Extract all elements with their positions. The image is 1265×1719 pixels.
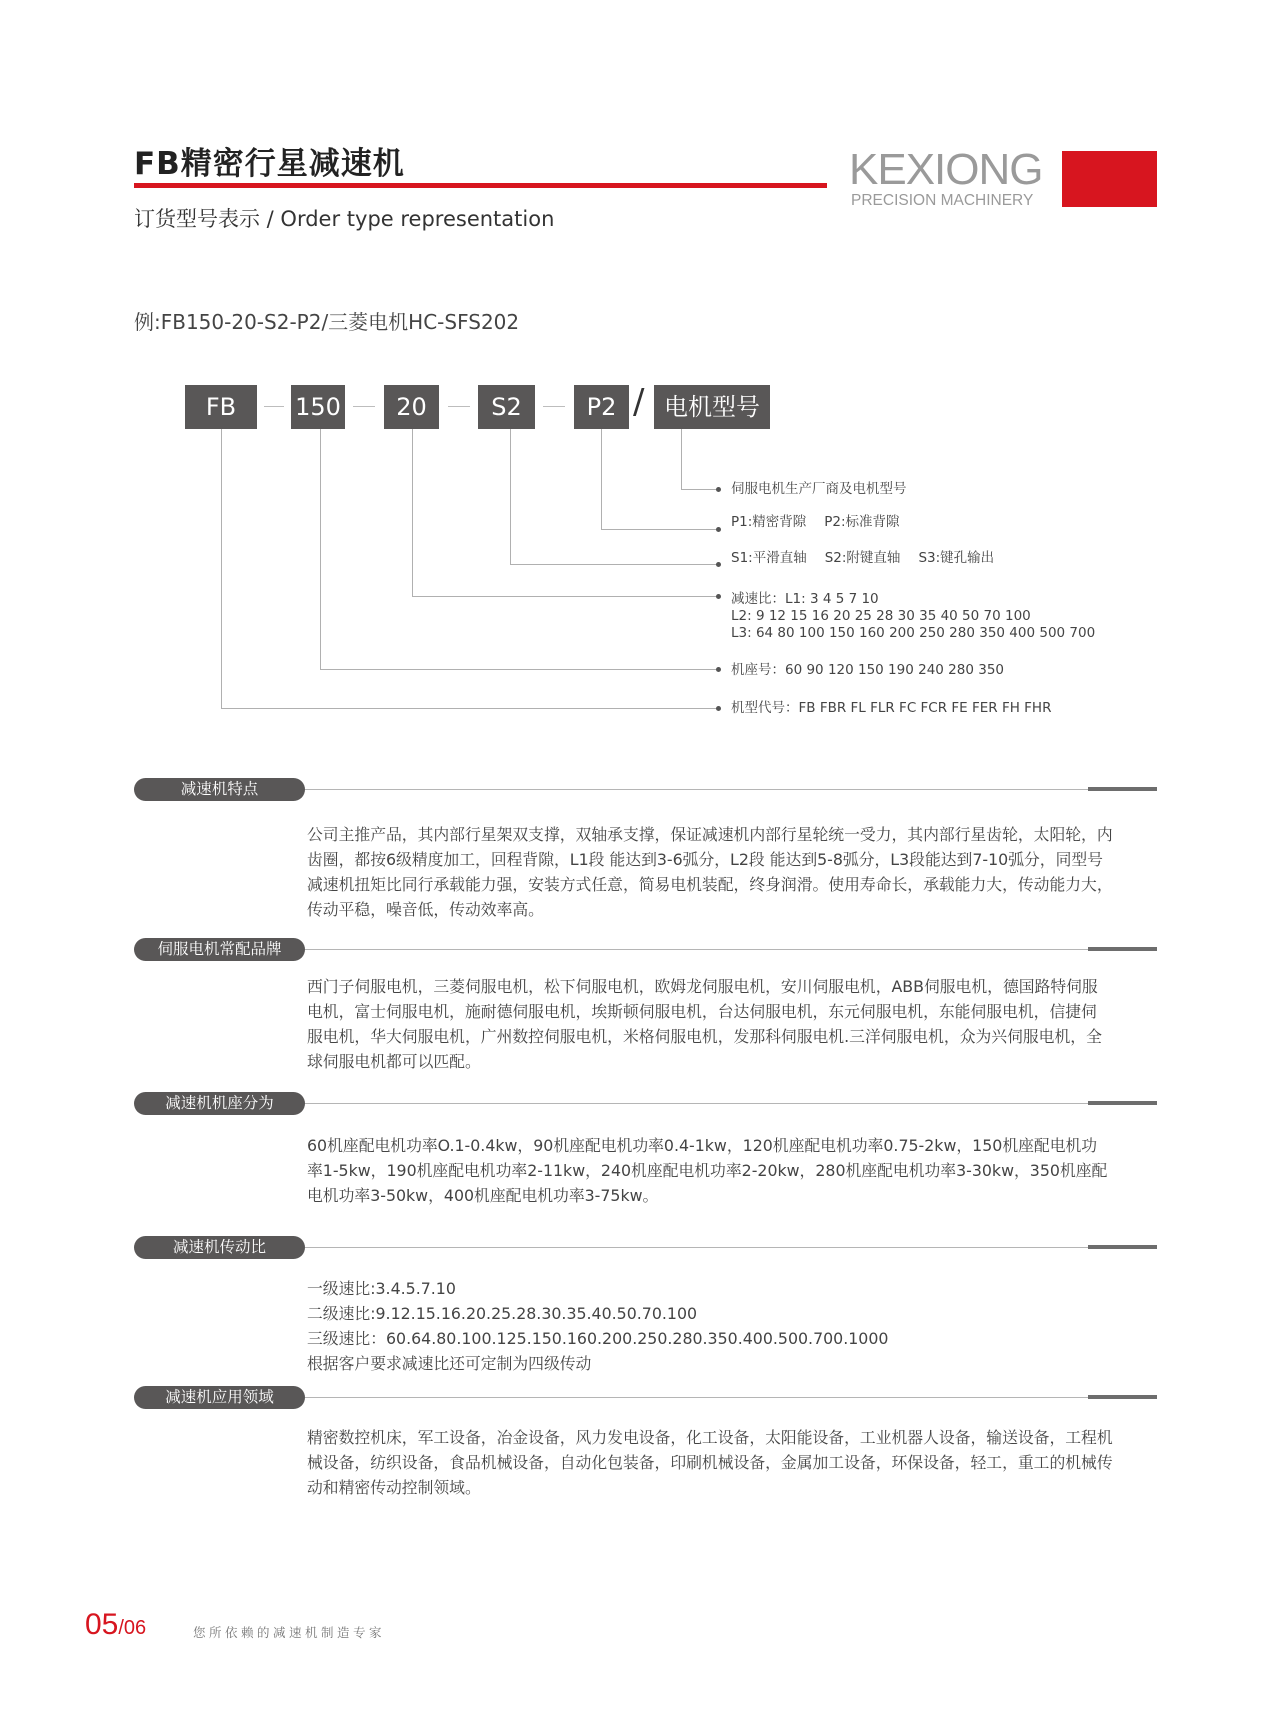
text-line: 传动平稳，噪音低，传动效率高。 (307, 900, 544, 919)
connector-line (601, 429, 602, 529)
connector-line (510, 429, 511, 564)
brand-logo-text: KEXIONG (849, 145, 1043, 194)
text-line: 精密数控机床，军工设备，冶金设备，风力发电设备，化工设备，太阳能设备，工业机器人设备，输送设备，工程机 (307, 1428, 1113, 1447)
text-line: 减速机扭矩比同行承载能力强，安装方式任意，简易电机装配，终身润滑。使用寿命长，承载能力大，传动能力大， (307, 875, 1113, 894)
text-line: 西门子伺服电机，三菱伺服电机，松下伺服电机，欧姆龙伺服电机，安川伺服电机，ABB伺服电机，德国路特伺服 (307, 977, 1098, 996)
section-divider (305, 1397, 1157, 1398)
title-underline (134, 183, 827, 188)
text-line: 60机座配电机功率O.1-0.4kw，90机座配电机功率0.4-1kw，120机座配电机功率0.75-2kw，150机座配电机功 (307, 1136, 1098, 1155)
section-divider-accent (1088, 1395, 1157, 1399)
connector-dot (716, 527, 721, 532)
section-divider-accent (1088, 787, 1157, 791)
code-box-model: FB (185, 385, 257, 429)
text-line: 齿圈，都按6级精度加工，回程背隙，L1段 能达到3-6弧分，L2段 能达到5-8弧分，L3段能达到7-10弧分，同型号 (307, 850, 1103, 869)
code-box-shaft: S2 (478, 385, 535, 429)
legend-motor: 伺服电机生产厂商及电机型号 (731, 481, 907, 497)
legend-ratio-l2: L2: 9 12 15 16 20 25 28 30 35 40 50 70 100 (731, 608, 1031, 624)
section-text-motor-brands (307, 974, 1152, 1074)
section-label-features: 减速机特点 (134, 778, 305, 801)
section-label-motor-brands: 伺服电机常配品牌 (134, 938, 305, 961)
connector-line (412, 596, 717, 597)
section-label-ratios: 减速机传动比 (134, 1236, 305, 1259)
section-text-ratios (307, 1276, 1152, 1376)
section-text-features (307, 822, 1152, 922)
section-text-applications (307, 1425, 1152, 1500)
connector-dot (716, 667, 721, 672)
connector-dot (716, 706, 721, 711)
text-line: 械设备，纺织设备，食品机械设备，自动化包装备，印刷机械设备，金属加工设备，环保设备，轻工，重工的机械传 (307, 1453, 1113, 1472)
code-dash (353, 406, 375, 407)
page-total: /06 (118, 1617, 147, 1639)
connector-line (221, 708, 717, 709)
text-line: 二级速比:9.12.15.16.20.25.28.30.35.40.50.70.100 (307, 1304, 698, 1323)
order-example: 例:FB150-20-S2-P2/三菱电机HC-SFS202 (134, 310, 520, 334)
text-line: 公司主推产品，其内部行星架双支撑，双轴承支撑，保证减速机内部行星轮统一受力，其内部行星齿轮，太阳轮，内 (307, 825, 1113, 844)
legend-backlash (731, 514, 918, 531)
brand-red-block (1062, 151, 1157, 207)
text-line: 一级速比:3.4.5.7.10 (307, 1279, 456, 1298)
connector-dot (716, 594, 721, 599)
connector-line (681, 489, 717, 490)
legend-shaft-s1: S1:平滑直轴 (731, 550, 807, 566)
section-divider (305, 949, 1157, 950)
text-line: 三级速比：60.64.80.100.125.150.160.200.250.280.350.400.500.700.1000 (307, 1329, 889, 1348)
code-box-ratio: 20 (384, 385, 439, 429)
footer-slogan: 您所依赖的减速机制造专家 (193, 1625, 386, 1640)
legend-ratio-l1: 减速比：L1: 3 4 5 7 10 (731, 591, 879, 607)
text-line: 根据客户要求减速比还可定制为四级传动 (307, 1354, 592, 1373)
code-box-frame: 150 (291, 385, 345, 429)
section-text-frame-sizes (307, 1133, 1152, 1208)
legend-frame: 机座号：60 90 120 150 190 240 280 350 (731, 662, 1004, 678)
connector-line (221, 429, 222, 708)
text-line: 服电机，华大伺服电机，广州数控伺服电机，米格伺服电机，发那科伺服电机.三洋伺服电机，众为兴伺服电机，全 (307, 1027, 1102, 1046)
brand-tagline: PRECISION MACHINERY (851, 192, 1034, 209)
connector-line (601, 529, 717, 530)
text-line: 球伺服电机都可以匹配。 (307, 1052, 481, 1071)
legend-backlash-p2: P2:标准背隙 (824, 514, 900, 530)
legend-model: 机型代号：FB FBR FL FLR FC FCR FE FER FH FHR (731, 700, 1052, 716)
section-divider (305, 789, 1157, 790)
code-box-motor: 电机型号 (654, 385, 770, 429)
section-label-frame-sizes: 减速机机座分为 (134, 1092, 305, 1115)
section-label-applications: 减速机应用领域 (134, 1386, 305, 1409)
legend-ratio-l3: L3: 64 80 100 150 160 200 250 280 350 400 500 700 (731, 625, 1096, 641)
section-divider-accent (1088, 1245, 1157, 1249)
code-box-backlash: P2 (574, 385, 629, 429)
section-divider (305, 1103, 1157, 1104)
connector-line (510, 564, 717, 565)
section-divider-accent (1088, 1101, 1157, 1105)
connector-line (320, 669, 717, 670)
page-number (85, 1608, 146, 1642)
code-separator: / (633, 382, 645, 422)
connector-dot (716, 562, 721, 567)
text-line: 率1-5kw，190机座配电机功率2-11kw，240机座配电机功率2-20kw，280机座配电机功率3-30kw，350机座配 (307, 1161, 1108, 1180)
page-current: 05 (85, 1608, 119, 1641)
page-title: FB精密行星减速机 (134, 146, 405, 182)
code-dash (543, 406, 565, 407)
connector-line (681, 429, 682, 489)
code-dash (264, 406, 284, 407)
connector-line (320, 429, 321, 669)
page-subtitle: 订货型号表示 / Order type representation (134, 207, 555, 231)
code-dash (448, 406, 470, 407)
text-line: 电机功率3-50kw，400机座配电机功率3-75kw。 (307, 1186, 659, 1205)
text-line: 动和精密传动控制领域。 (307, 1478, 481, 1497)
section-divider-accent (1088, 947, 1157, 951)
legend-shaft-s2: S2:附键直轴 (824, 550, 901, 566)
legend-shaft (731, 550, 1012, 567)
legend-backlash-p1: P1:精密背隙 (731, 514, 807, 530)
text-line: 电机，富士伺服电机，施耐德伺服电机，埃斯顿伺服电机，台达伺服电机，东元伺服电机，东能伺服电机，信捷伺 (307, 1002, 1097, 1021)
connector-line (412, 429, 413, 596)
section-divider (305, 1247, 1157, 1248)
legend-shaft-s3: S3:键孔输出 (918, 550, 995, 566)
connector-dot (716, 487, 721, 492)
